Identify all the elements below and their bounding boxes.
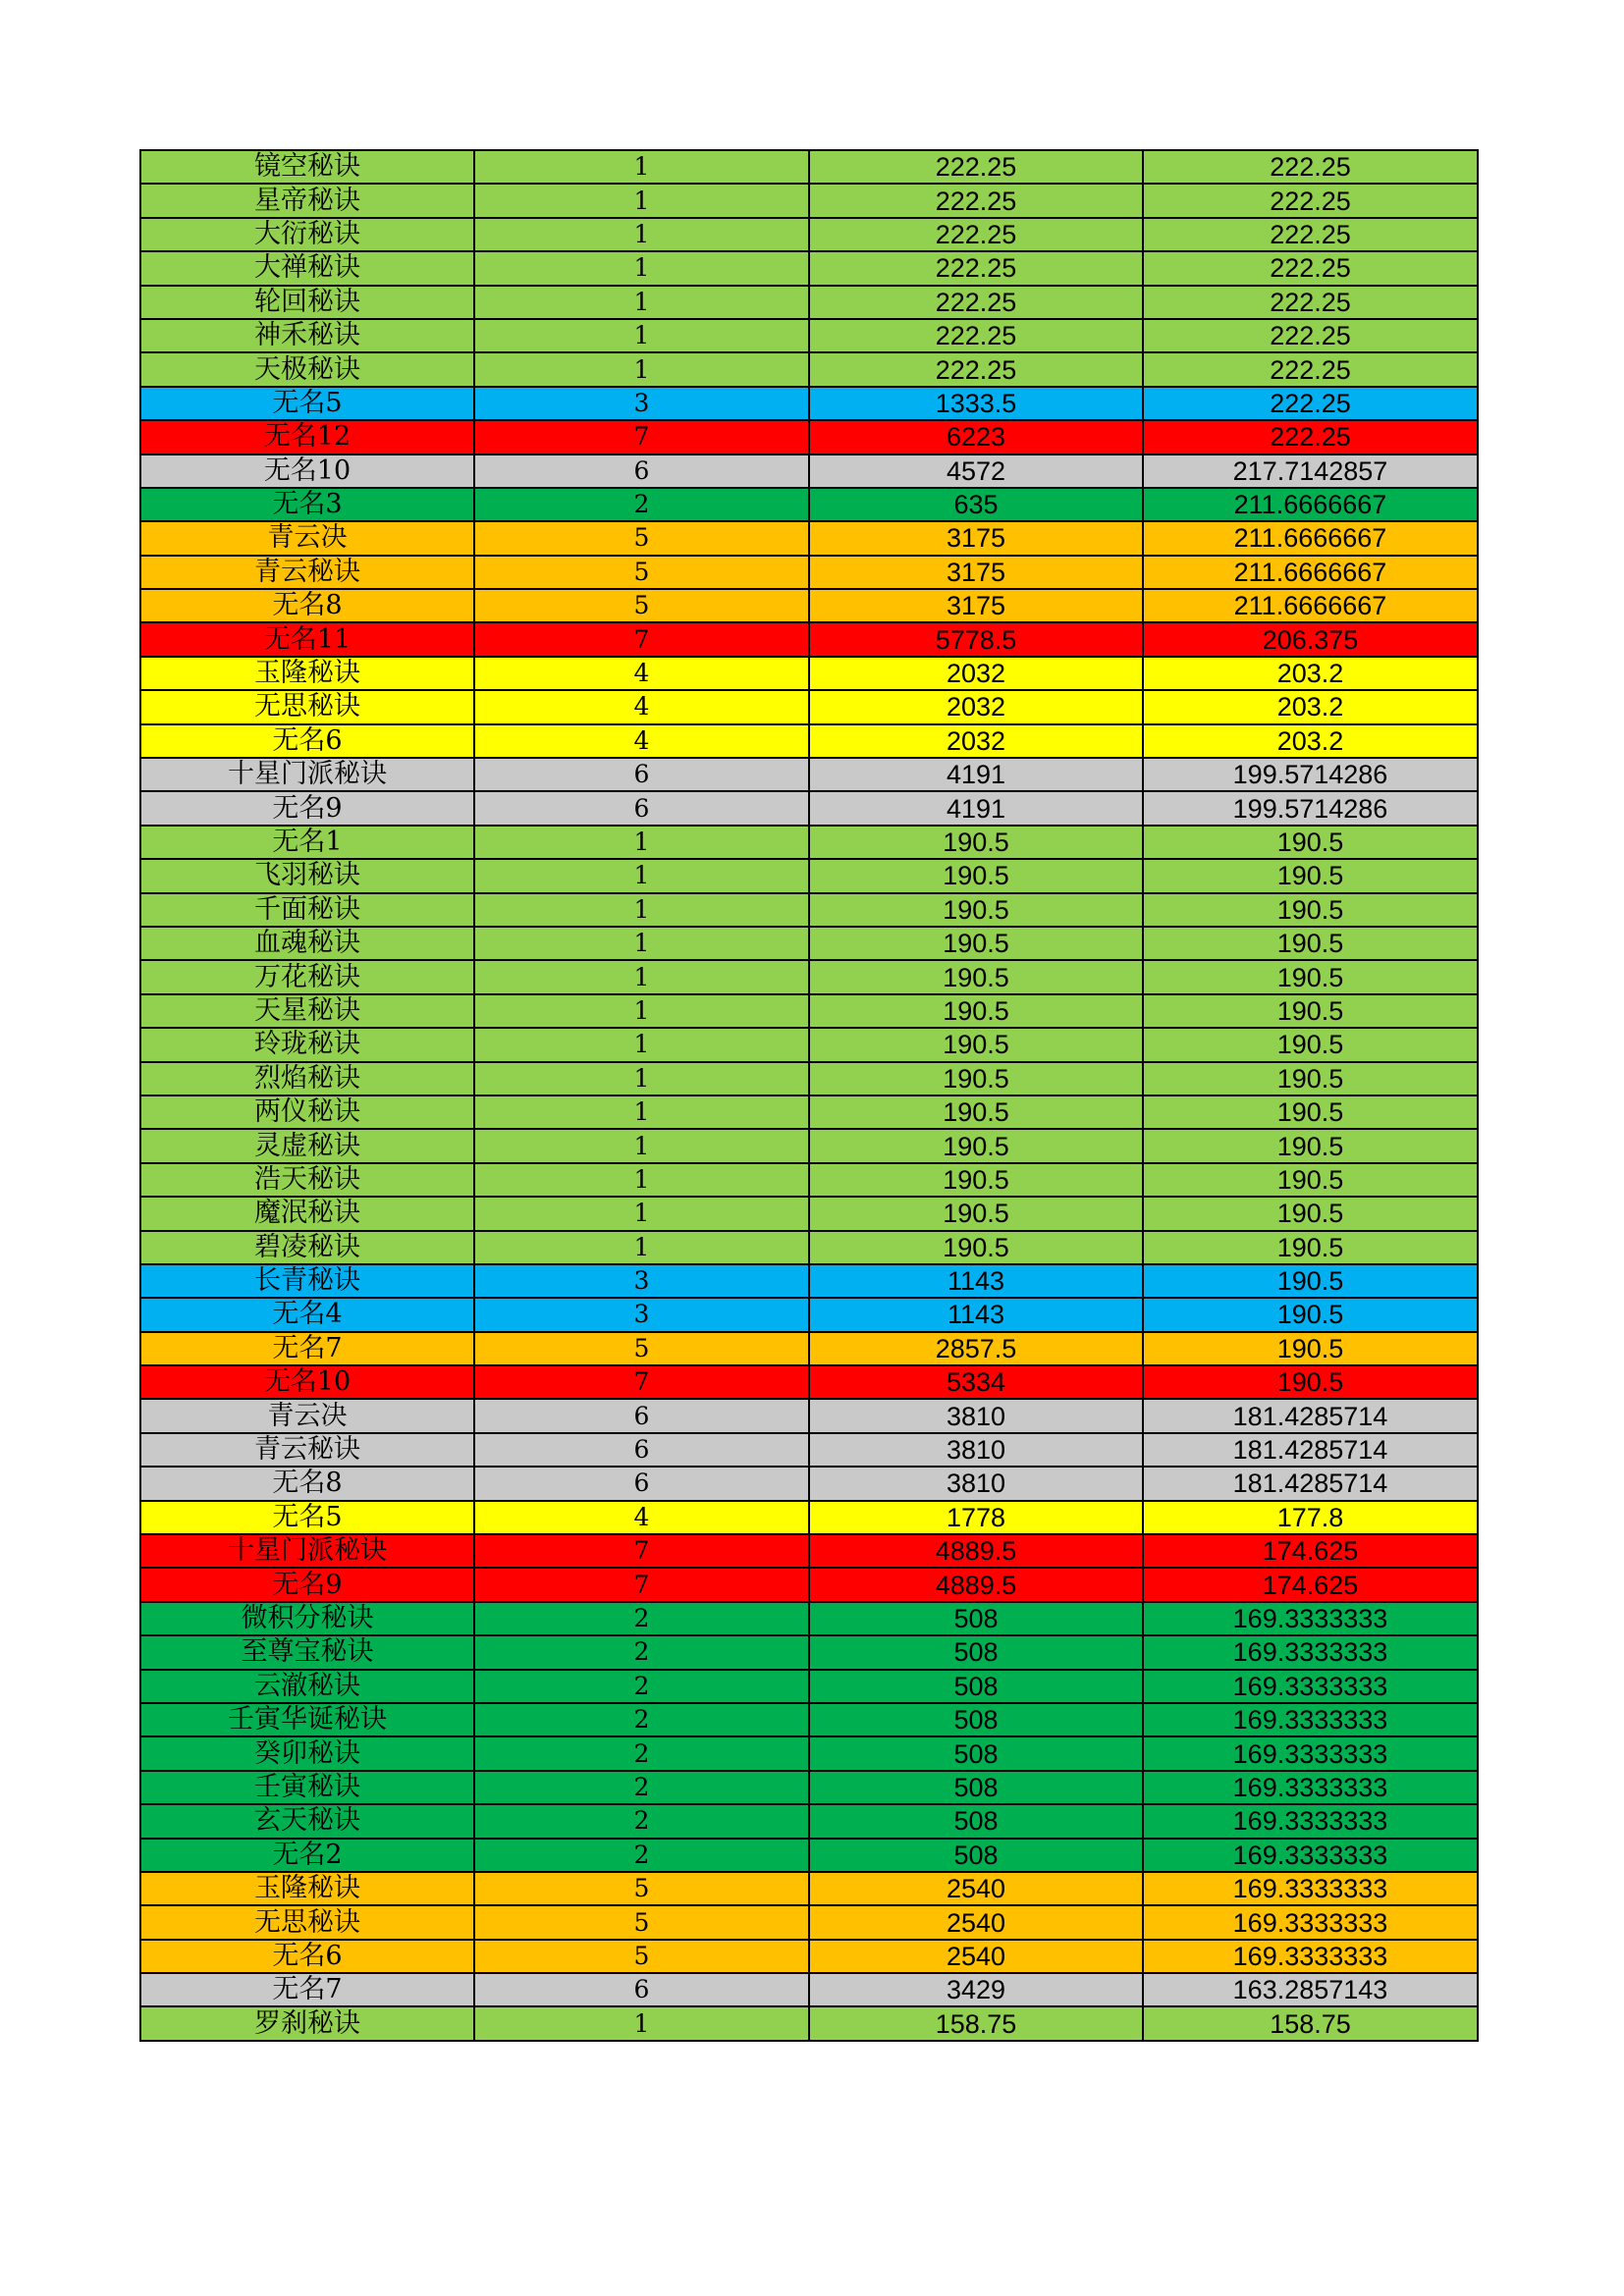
- count-cell[interactable]: 3: [474, 1298, 809, 1331]
- total-cell[interactable]: 190.5: [809, 1028, 1143, 1061]
- average-cell[interactable]: 190.5: [1143, 1062, 1478, 1095]
- name-cell[interactable]: 罗刹秘诀: [140, 2006, 474, 2040]
- name-cell[interactable]: 无名5: [140, 387, 474, 420]
- name-cell[interactable]: 玄天秘诀: [140, 1804, 474, 1838]
- total-cell[interactable]: 190.5: [809, 1062, 1143, 1095]
- average-cell[interactable]: 169.3333333: [1143, 1670, 1478, 1703]
- name-cell[interactable]: 无名8: [140, 1467, 474, 1500]
- count-cell[interactable]: 7: [474, 1534, 809, 1568]
- table-row: [140, 1062, 1478, 1095]
- total-cell[interactable]: 635: [809, 488, 1143, 521]
- total-cell[interactable]: 190.5: [809, 960, 1143, 993]
- table-row: [140, 826, 1478, 859]
- average-cell[interactable]: 190.5: [1143, 1264, 1478, 1298]
- table-row: [140, 218, 1478, 251]
- average-cell[interactable]: 222.25: [1143, 387, 1478, 420]
- total-cell[interactable]: 222.25: [809, 319, 1143, 352]
- table-row: [140, 657, 1478, 690]
- name-cell[interactable]: 无名3: [140, 488, 474, 521]
- name-cell[interactable]: 无名10: [140, 1365, 474, 1399]
- table-row: [140, 1467, 1478, 1500]
- count-cell[interactable]: 1: [474, 960, 809, 993]
- average-cell[interactable]: 190.5: [1143, 893, 1478, 927]
- table-row: [140, 1332, 1478, 1365]
- average-cell[interactable]: 211.6666667: [1143, 488, 1478, 521]
- total-cell[interactable]: 5334: [809, 1365, 1143, 1399]
- average-cell[interactable]: 211.6666667: [1143, 589, 1478, 622]
- name-cell[interactable]: 无名8: [140, 589, 474, 622]
- table-row: [140, 251, 1478, 285]
- count-cell[interactable]: 6: [474, 758, 809, 791]
- total-cell[interactable]: 3175: [809, 521, 1143, 555]
- name-cell[interactable]: 十星门派秘诀: [140, 1534, 474, 1568]
- name-cell[interactable]: 血魂秘诀: [140, 927, 474, 960]
- count-cell[interactable]: 1: [474, 1129, 809, 1162]
- spreadsheet-table: [139, 149, 1479, 2042]
- total-cell[interactable]: 190.5: [809, 1197, 1143, 1230]
- table-row: [140, 1973, 1478, 2006]
- total-cell[interactable]: 3810: [809, 1433, 1143, 1467]
- count-cell[interactable]: 1: [474, 184, 809, 217]
- count-cell[interactable]: 2: [474, 1771, 809, 1804]
- count-cell[interactable]: 1: [474, 1095, 809, 1129]
- average-cell[interactable]: 190.5: [1143, 1095, 1478, 1129]
- name-cell[interactable]: 千面秘诀: [140, 893, 474, 927]
- name-cell[interactable]: 无名2: [140, 1839, 474, 1872]
- total-cell[interactable]: 158.75: [809, 2006, 1143, 2040]
- table-row: [140, 1736, 1478, 1770]
- average-cell[interactable]: 163.2857143: [1143, 1973, 1478, 2006]
- total-cell[interactable]: 190.5: [809, 1095, 1143, 1129]
- total-cell[interactable]: 508: [809, 1635, 1143, 1669]
- name-cell[interactable]: 云澈秘诀: [140, 1670, 474, 1703]
- count-cell[interactable]: 6: [474, 1467, 809, 1500]
- table-row: [140, 184, 1478, 217]
- name-cell[interactable]: 玲珑秘诀: [140, 1028, 474, 1061]
- count-cell[interactable]: 5: [474, 1332, 809, 1365]
- table-row: [140, 859, 1478, 892]
- table-row: [140, 1771, 1478, 1804]
- total-cell[interactable]: 222.25: [809, 184, 1143, 217]
- count-cell[interactable]: 6: [474, 1399, 809, 1432]
- name-cell[interactable]: 微积分秘诀: [140, 1602, 474, 1635]
- count-cell[interactable]: 1: [474, 859, 809, 892]
- average-cell[interactable]: 206.375: [1143, 622, 1478, 656]
- count-cell[interactable]: 7: [474, 420, 809, 454]
- count-cell[interactable]: 2: [474, 488, 809, 521]
- total-cell[interactable]: 222.25: [809, 150, 1143, 184]
- table-row: [140, 352, 1478, 386]
- table-row: [140, 1433, 1478, 1467]
- count-cell[interactable]: 2: [474, 1635, 809, 1669]
- average-cell[interactable]: 169.3333333: [1143, 1635, 1478, 1669]
- name-cell[interactable]: 癸卯秘诀: [140, 1736, 474, 1770]
- average-cell[interactable]: 169.3333333: [1143, 1771, 1478, 1804]
- average-cell[interactable]: 169.3333333: [1143, 1872, 1478, 1905]
- total-cell[interactable]: 508: [809, 1602, 1143, 1635]
- average-cell[interactable]: 199.5714286: [1143, 791, 1478, 825]
- name-cell[interactable]: 青云决: [140, 521, 474, 555]
- name-cell[interactable]: 玉隆秘诀: [140, 1872, 474, 1905]
- name-cell[interactable]: 十星门派秘诀: [140, 758, 474, 791]
- total-cell[interactable]: 4889.5: [809, 1568, 1143, 1601]
- total-cell[interactable]: 190.5: [809, 859, 1143, 892]
- total-cell[interactable]: 190.5: [809, 1129, 1143, 1162]
- count-cell[interactable]: 1: [474, 927, 809, 960]
- name-cell[interactable]: 无名7: [140, 1973, 474, 2006]
- table-row: [140, 1028, 1478, 1061]
- average-cell[interactable]: 190.5: [1143, 859, 1478, 892]
- count-cell[interactable]: 1: [474, 1028, 809, 1061]
- name-cell[interactable]: 万花秘诀: [140, 960, 474, 993]
- total-cell[interactable]: 4889.5: [809, 1534, 1143, 1568]
- average-cell[interactable]: 169.3333333: [1143, 1703, 1478, 1736]
- count-cell[interactable]: 1: [474, 994, 809, 1028]
- table-row: [140, 420, 1478, 454]
- average-cell[interactable]: 181.4285714: [1143, 1399, 1478, 1432]
- table-row: [140, 791, 1478, 825]
- total-cell[interactable]: 222.25: [809, 218, 1143, 251]
- table-row: [140, 622, 1478, 656]
- total-cell[interactable]: 190.5: [809, 893, 1143, 927]
- table-body: [140, 150, 1478, 2041]
- total-cell[interactable]: 4191: [809, 758, 1143, 791]
- average-cell[interactable]: 190.5: [1143, 1129, 1478, 1162]
- average-cell[interactable]: 181.4285714: [1143, 1467, 1478, 1500]
- table-row: [140, 994, 1478, 1028]
- average-cell[interactable]: 169.3333333: [1143, 1839, 1478, 1872]
- average-cell[interactable]: 158.75: [1143, 2006, 1478, 2040]
- average-cell[interactable]: 169.3333333: [1143, 1940, 1478, 1973]
- total-cell[interactable]: 3810: [809, 1467, 1143, 1500]
- name-cell[interactable]: 浩天秘诀: [140, 1163, 474, 1197]
- name-cell[interactable]: 镜空秘诀: [140, 150, 474, 184]
- average-cell[interactable]: 203.2: [1143, 724, 1478, 758]
- total-cell[interactable]: 508: [809, 1703, 1143, 1736]
- table-row: [140, 1804, 1478, 1838]
- total-cell[interactable]: 508: [809, 1670, 1143, 1703]
- table-row: [140, 387, 1478, 420]
- table-row: [140, 1197, 1478, 1230]
- count-cell[interactable]: 2: [474, 1670, 809, 1703]
- total-cell[interactable]: 3175: [809, 556, 1143, 589]
- total-cell[interactable]: 2540: [809, 1940, 1143, 1973]
- average-cell[interactable]: 222.25: [1143, 150, 1478, 184]
- total-cell[interactable]: 4572: [809, 454, 1143, 488]
- name-cell[interactable]: 无名4: [140, 1298, 474, 1331]
- table-row: [140, 960, 1478, 993]
- count-cell[interactable]: 1: [474, 893, 809, 927]
- name-cell[interactable]: 神禾秘诀: [140, 319, 474, 352]
- count-cell[interactable]: 1: [474, 1062, 809, 1095]
- name-cell[interactable]: 轮回秘诀: [140, 286, 474, 319]
- count-cell[interactable]: 1: [474, 1231, 809, 1264]
- total-cell[interactable]: 2032: [809, 657, 1143, 690]
- count-cell[interactable]: 2: [474, 1804, 809, 1838]
- name-cell[interactable]: 无名6: [140, 724, 474, 758]
- name-cell[interactable]: 天极秘诀: [140, 352, 474, 386]
- average-cell[interactable]: 217.7142857: [1143, 454, 1478, 488]
- name-cell[interactable]: 两仪秘诀: [140, 1095, 474, 1129]
- total-cell[interactable]: 2540: [809, 1872, 1143, 1905]
- table-row: [140, 1940, 1478, 1973]
- name-cell[interactable]: 无名1: [140, 826, 474, 859]
- table-row: [140, 589, 1478, 622]
- total-cell[interactable]: 3810: [809, 1399, 1143, 1432]
- name-cell[interactable]: 青云秘诀: [140, 1433, 474, 1467]
- table-row: [140, 488, 1478, 521]
- average-cell[interactable]: 211.6666667: [1143, 521, 1478, 555]
- count-cell[interactable]: 7: [474, 1365, 809, 1399]
- table-row: [140, 1602, 1478, 1635]
- name-cell[interactable]: 无名9: [140, 1568, 474, 1601]
- count-cell[interactable]: 7: [474, 1568, 809, 1601]
- total-cell[interactable]: 3175: [809, 589, 1143, 622]
- name-cell[interactable]: 大禅秘诀: [140, 251, 474, 285]
- count-cell[interactable]: 7: [474, 622, 809, 656]
- average-cell[interactable]: 177.8: [1143, 1501, 1478, 1534]
- average-cell[interactable]: 222.25: [1143, 251, 1478, 285]
- average-cell[interactable]: 169.3333333: [1143, 1905, 1478, 1939]
- name-cell[interactable]: 长青秘诀: [140, 1264, 474, 1298]
- count-cell[interactable]: 1: [474, 2006, 809, 2040]
- total-cell[interactable]: 508: [809, 1771, 1143, 1804]
- average-cell[interactable]: 190.5: [1143, 994, 1478, 1028]
- average-cell[interactable]: 169.3333333: [1143, 1602, 1478, 1635]
- total-cell[interactable]: 508: [809, 1736, 1143, 1770]
- count-cell[interactable]: 5: [474, 589, 809, 622]
- average-cell[interactable]: 190.5: [1143, 1298, 1478, 1331]
- table-row: [140, 1231, 1478, 1264]
- total-cell[interactable]: 508: [809, 1839, 1143, 1872]
- table-row: [140, 893, 1478, 927]
- count-cell[interactable]: 2: [474, 1839, 809, 1872]
- table-row: [140, 1839, 1478, 1872]
- total-cell[interactable]: 1143: [809, 1264, 1143, 1298]
- table-row: [140, 1129, 1478, 1162]
- total-cell[interactable]: 4191: [809, 791, 1143, 825]
- average-cell[interactable]: 174.625: [1143, 1534, 1478, 1568]
- count-cell[interactable]: 1: [474, 319, 809, 352]
- total-cell[interactable]: 222.25: [809, 286, 1143, 319]
- count-cell[interactable]: 5: [474, 1905, 809, 1939]
- total-cell[interactable]: 2032: [809, 724, 1143, 758]
- table-row: [140, 556, 1478, 589]
- count-cell[interactable]: 4: [474, 1501, 809, 1534]
- table-row: [140, 927, 1478, 960]
- table-row: [140, 1399, 1478, 1432]
- average-cell[interactable]: 203.2: [1143, 690, 1478, 723]
- table-row: [140, 1163, 1478, 1197]
- count-cell[interactable]: 1: [474, 218, 809, 251]
- name-cell[interactable]: 无思秘诀: [140, 1905, 474, 1939]
- name-cell[interactable]: 无名10: [140, 454, 474, 488]
- count-cell[interactable]: 1: [474, 150, 809, 184]
- count-cell[interactable]: 4: [474, 657, 809, 690]
- name-cell[interactable]: 无名12: [140, 420, 474, 454]
- total-cell[interactable]: 190.5: [809, 927, 1143, 960]
- count-cell[interactable]: 3: [474, 387, 809, 420]
- total-cell[interactable]: 222.25: [809, 352, 1143, 386]
- table-row: [140, 758, 1478, 791]
- name-cell[interactable]: 无名7: [140, 1332, 474, 1365]
- average-cell[interactable]: 174.625: [1143, 1568, 1478, 1601]
- count-cell[interactable]: 1: [474, 286, 809, 319]
- total-cell[interactable]: 5778.5: [809, 622, 1143, 656]
- average-cell[interactable]: 169.3333333: [1143, 1736, 1478, 1770]
- average-cell[interactable]: 222.25: [1143, 286, 1478, 319]
- name-cell[interactable]: 至尊宝秘诀: [140, 1635, 474, 1669]
- total-cell[interactable]: 2857.5: [809, 1332, 1143, 1365]
- count-cell[interactable]: 1: [474, 352, 809, 386]
- average-cell[interactable]: 190.5: [1143, 1028, 1478, 1061]
- average-cell[interactable]: 190.5: [1143, 1231, 1478, 1264]
- name-cell[interactable]: 碧凌秘诀: [140, 1231, 474, 1264]
- count-cell[interactable]: 4: [474, 690, 809, 723]
- total-cell[interactable]: 508: [809, 1804, 1143, 1838]
- table-row: [140, 1501, 1478, 1534]
- average-cell[interactable]: 190.5: [1143, 1332, 1478, 1365]
- average-cell[interactable]: 190.5: [1143, 1197, 1478, 1230]
- table-row: [140, 1095, 1478, 1129]
- count-cell[interactable]: 2: [474, 1736, 809, 1770]
- name-cell[interactable]: 天星秘诀: [140, 994, 474, 1028]
- table-row: [140, 690, 1478, 723]
- average-cell[interactable]: 190.5: [1143, 1163, 1478, 1197]
- total-cell[interactable]: 2540: [809, 1905, 1143, 1939]
- name-cell[interactable]: 无名9: [140, 791, 474, 825]
- count-cell[interactable]: 5: [474, 521, 809, 555]
- table-row: [140, 319, 1478, 352]
- name-cell[interactable]: 大衍秘诀: [140, 218, 474, 251]
- name-cell[interactable]: 壬寅华诞秘诀: [140, 1703, 474, 1736]
- average-cell[interactable]: 222.25: [1143, 420, 1478, 454]
- count-cell[interactable]: 3: [474, 1264, 809, 1298]
- table-row: [140, 1703, 1478, 1736]
- count-cell[interactable]: 4: [474, 724, 809, 758]
- name-cell[interactable]: 壬寅秘诀: [140, 1771, 474, 1804]
- average-cell[interactable]: 190.5: [1143, 927, 1478, 960]
- table-row: [140, 286, 1478, 319]
- table-row: [140, 1365, 1478, 1399]
- count-cell[interactable]: 1: [474, 1197, 809, 1230]
- count-cell[interactable]: 5: [474, 1872, 809, 1905]
- name-cell[interactable]: 烈焰秘诀: [140, 1062, 474, 1095]
- count-cell[interactable]: 1: [474, 826, 809, 859]
- table-row: [140, 1872, 1478, 1905]
- name-cell[interactable]: 青云秘诀: [140, 556, 474, 589]
- name-cell[interactable]: 星帝秘诀: [140, 184, 474, 217]
- table-row: [140, 454, 1478, 488]
- total-cell[interactable]: 1778: [809, 1501, 1143, 1534]
- count-cell[interactable]: 2: [474, 1703, 809, 1736]
- table-row: [140, 150, 1478, 184]
- table-row: [140, 1534, 1478, 1568]
- table-row: [140, 1635, 1478, 1669]
- count-cell[interactable]: 6: [474, 1433, 809, 1467]
- average-cell[interactable]: 169.3333333: [1143, 1804, 1478, 1838]
- table-row: [140, 1264, 1478, 1298]
- average-cell[interactable]: 190.5: [1143, 1365, 1478, 1399]
- total-cell[interactable]: 222.25: [809, 251, 1143, 285]
- name-cell[interactable]: 魔泯秘诀: [140, 1197, 474, 1230]
- name-cell[interactable]: 无名11: [140, 622, 474, 656]
- table-row: [140, 1568, 1478, 1601]
- total-cell[interactable]: 2032: [809, 690, 1143, 723]
- average-cell[interactable]: 222.25: [1143, 319, 1478, 352]
- name-cell[interactable]: 无名6: [140, 1940, 474, 1973]
- table-row: [140, 1298, 1478, 1331]
- count-cell[interactable]: 1: [474, 251, 809, 285]
- total-cell[interactable]: 6223: [809, 420, 1143, 454]
- average-cell[interactable]: 190.5: [1143, 826, 1478, 859]
- count-cell[interactable]: 6: [474, 1973, 809, 2006]
- average-cell[interactable]: 203.2: [1143, 657, 1478, 690]
- total-cell[interactable]: 1333.5: [809, 387, 1143, 420]
- total-cell[interactable]: 3429: [809, 1973, 1143, 2006]
- count-cell[interactable]: 6: [474, 791, 809, 825]
- count-cell[interactable]: 5: [474, 556, 809, 589]
- average-cell[interactable]: 222.25: [1143, 218, 1478, 251]
- average-cell[interactable]: 181.4285714: [1143, 1433, 1478, 1467]
- total-cell[interactable]: 1143: [809, 1298, 1143, 1331]
- name-cell[interactable]: 青云决: [140, 1399, 474, 1432]
- average-cell[interactable]: 222.25: [1143, 184, 1478, 217]
- name-cell[interactable]: 玉隆秘诀: [140, 657, 474, 690]
- table-row: [140, 1670, 1478, 1703]
- average-cell[interactable]: 199.5714286: [1143, 758, 1478, 791]
- table-row: [140, 2006, 1478, 2040]
- average-cell[interactable]: 222.25: [1143, 352, 1478, 386]
- count-cell[interactable]: 1: [474, 1163, 809, 1197]
- average-cell[interactable]: 211.6666667: [1143, 556, 1478, 589]
- name-cell[interactable]: 无思秘诀: [140, 690, 474, 723]
- count-cell[interactable]: 5: [474, 1940, 809, 1973]
- table-row: [140, 1905, 1478, 1939]
- total-cell[interactable]: 190.5: [809, 826, 1143, 859]
- table-row: [140, 724, 1478, 758]
- total-cell[interactable]: 190.5: [809, 1163, 1143, 1197]
- name-cell[interactable]: 灵虚秘诀: [140, 1129, 474, 1162]
- count-cell[interactable]: 6: [474, 454, 809, 488]
- total-cell[interactable]: 190.5: [809, 1231, 1143, 1264]
- total-cell[interactable]: 190.5: [809, 994, 1143, 1028]
- name-cell[interactable]: 飞羽秘诀: [140, 859, 474, 892]
- average-cell[interactable]: 190.5: [1143, 960, 1478, 993]
- count-cell[interactable]: 2: [474, 1602, 809, 1635]
- table-row: [140, 521, 1478, 555]
- name-cell[interactable]: 无名5: [140, 1501, 474, 1534]
